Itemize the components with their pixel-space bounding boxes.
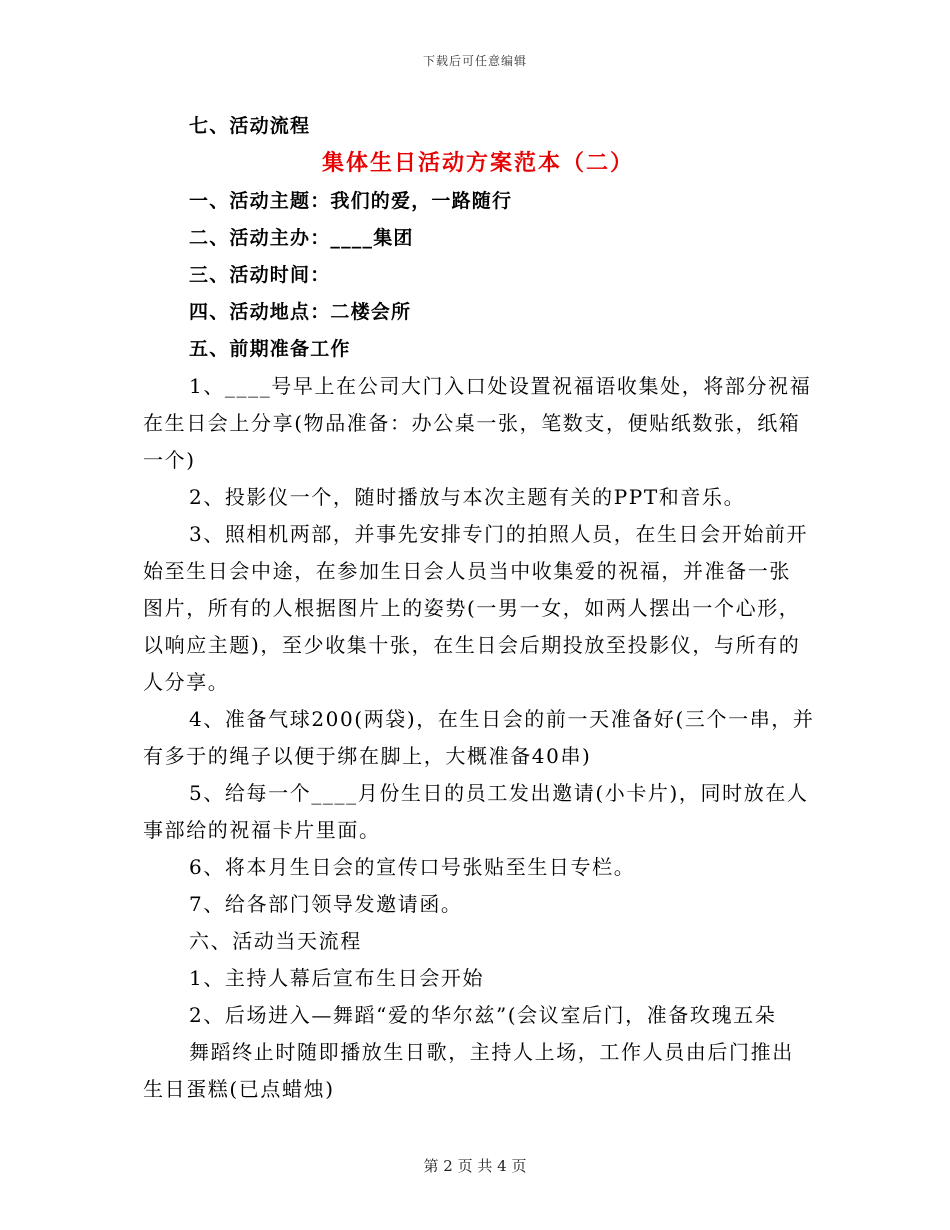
item-preparation: 五、前期准备工作: [189, 338, 351, 360]
prep-paragraph-1: [143, 368, 813, 479]
paragraph-line: 1、____号早上在公司大门入口处设置祝福语收集处，将部分祝福: [189, 374, 812, 398]
paragraph-line: 图片，所有的人根据图片上的姿势(一男一女，如两人摆出一个心形，: [143, 596, 801, 620]
day-paragraph-1: [143, 960, 813, 997]
paragraph-line: 生日蛋糕(已点蜡烛): [143, 1077, 335, 1101]
paragraph-line: 舞蹈终止时随即播放生日歌，主持人上场，工作人员由后门推出: [189, 1040, 794, 1064]
paragraph-line: 3、照相机两部，并事先安排专门的拍照人员，在生日会开始前开: [189, 522, 809, 546]
paragraph-line: 2、投影仪一个，随时播放与本次主题有关的PPT和音乐。: [189, 485, 746, 509]
paragraph-line: 5、给每一个____月份生日的员工发出邀请(小卡片)，同时放在人: [189, 781, 809, 805]
paragraph-line: 事部给的祝福卡片里面。: [143, 818, 381, 842]
prep-paragraph-5: [143, 775, 813, 849]
paragraph-line: 6、将本月生日会的宣传口号张贴至生日专栏。: [189, 855, 636, 879]
paragraph-line: 一个): [143, 448, 196, 472]
document-body: [143, 108, 813, 1108]
paragraph-line: 始至生日会中途，在参加生日会人员当中收集爱的祝福，并准备一张: [143, 559, 791, 583]
item-theme: 一、活动主题：我们的爱，一路随行: [189, 190, 513, 212]
document-title: 集体生日活动方案范本（二）: [321, 151, 634, 176]
prep-paragraph-3: [143, 516, 813, 701]
prep-paragraph-4: [143, 701, 813, 775]
prep-paragraph-6: [143, 849, 813, 886]
page-footer: 第 2 页 共 4 页: [423, 1157, 527, 1175]
prep-paragraph-7: [143, 886, 813, 923]
paragraph-line: 有多于的绳子以便于绑在脚上，大概准备40串): [143, 744, 592, 768]
paragraph-line: 1、主持人幕后宣布生日会开始: [189, 966, 485, 990]
day-paragraph-2: [143, 997, 813, 1108]
paragraph-line: 以响应主题)，至少收集十张，在生日会后期投放至投影仪，与所有的: [143, 633, 801, 657]
paragraph-line: 7、给各部门领导发邀请函。: [189, 892, 463, 916]
paragraph-line: 人分享。: [143, 670, 230, 694]
paragraph-line: 在生日会上分享(物品准备：办公桌一张，笔数支，便贴纸数张，纸箱: [143, 411, 801, 435]
day-flow-heading: 六、活动当天流程: [189, 929, 362, 953]
item-location: 四、活动地点：二楼会所: [189, 301, 412, 323]
item-time: 三、活动时间：: [189, 264, 331, 286]
page-header: 下载后可任意编辑: [422, 54, 527, 68]
paragraph-line: 4、准备气球200(两袋)，在生日会的前一天准备好(三个一串，并: [189, 707, 815, 731]
prep-paragraph-2: [143, 479, 813, 516]
paragraph-line: 2、后场进入—舞蹈“爱的华尔兹”(会议室后门，准备玫瑰五朵: [189, 1003, 777, 1027]
item-organizer: 二、活动主办：____集团: [189, 227, 414, 249]
section-heading-flow: 七、活动流程: [189, 115, 311, 137]
